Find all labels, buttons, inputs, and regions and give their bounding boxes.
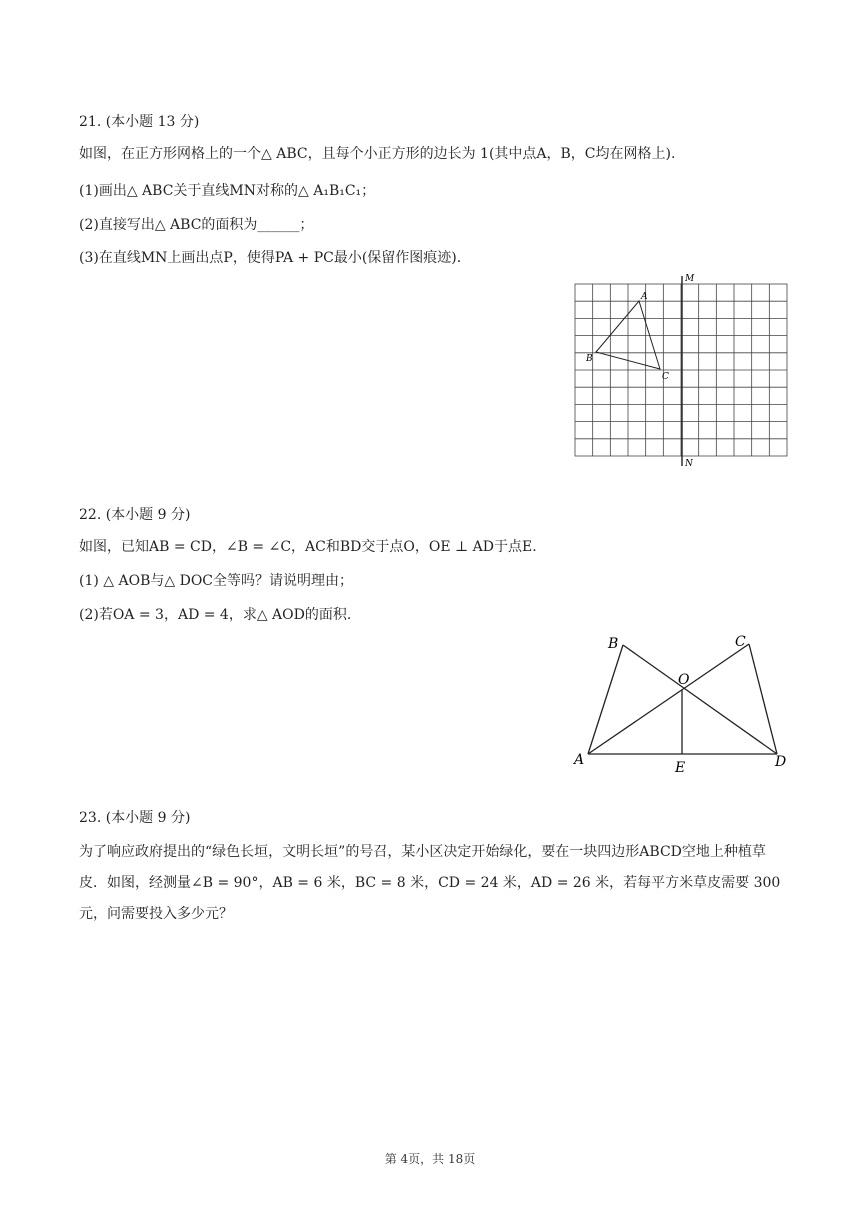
label-a: A [574,752,585,768]
label-c: C [735,634,746,650]
segment-ac [588,644,749,754]
page-footer: 第 4页，共 18页 [384,1152,476,1166]
label-e: E [675,760,686,776]
label-n: N [685,459,693,469]
label-a: A [641,292,648,302]
q22-header: 22. (本小题 9 分) [79,507,191,523]
q21-header: 21. (本小题 13 分) [79,114,200,130]
label-b: B [586,354,593,364]
q21-part1: (1)画出△ ABC关于直线MN对称的△ A₁B₁C₁； [79,183,376,199]
q23-text: 为了响应政府提出的“绿色长垣，文明长垣”的号召，某小区决定开始绿化，要在一块四边形ABCD空地上种植草皮．如图，经测量∠B = 90°，AB = 6 米，BC = 8 米，CD = 24 米，AD = 26 米，若每平方米草皮需要 300 元，问需要投入多少元？ [79,844,781,922]
q21-stem: 如图，在正方形网格上的一个△ ABC，且每个小正方形的边长为 1(其中点A，B，C均在网格上). [79,146,676,162]
label-m: M [685,274,695,284]
segment-ab [588,645,623,754]
label-c: C [662,372,669,382]
q23-header: 23. (本小题 9 分) [79,810,191,826]
label-d: D [775,754,787,770]
q22-part1: (1) △ AOB与△ DOC全等吗？请说明理由； [79,573,354,589]
q22-stem: 如图，已知AB = CD，∠B = ∠C，AC和BD交于点O，OE ⊥ AD于点E. [79,539,537,555]
label-o: O [678,672,690,688]
q22-part2: (2)若OA = 3，AD = 4，求△ AOD的面积. [79,607,352,623]
q22-figure [568,628,798,778]
q21-grid-figure [565,268,805,473]
q21-part3: (3)在直线MN上画出点P，使得PA + PC最小(保留作图痕迹). [79,250,462,266]
label-b: B [608,636,619,652]
q21-part2: (2)直接写出△ ABC的面积为______； [79,217,314,233]
grid [575,284,787,456]
